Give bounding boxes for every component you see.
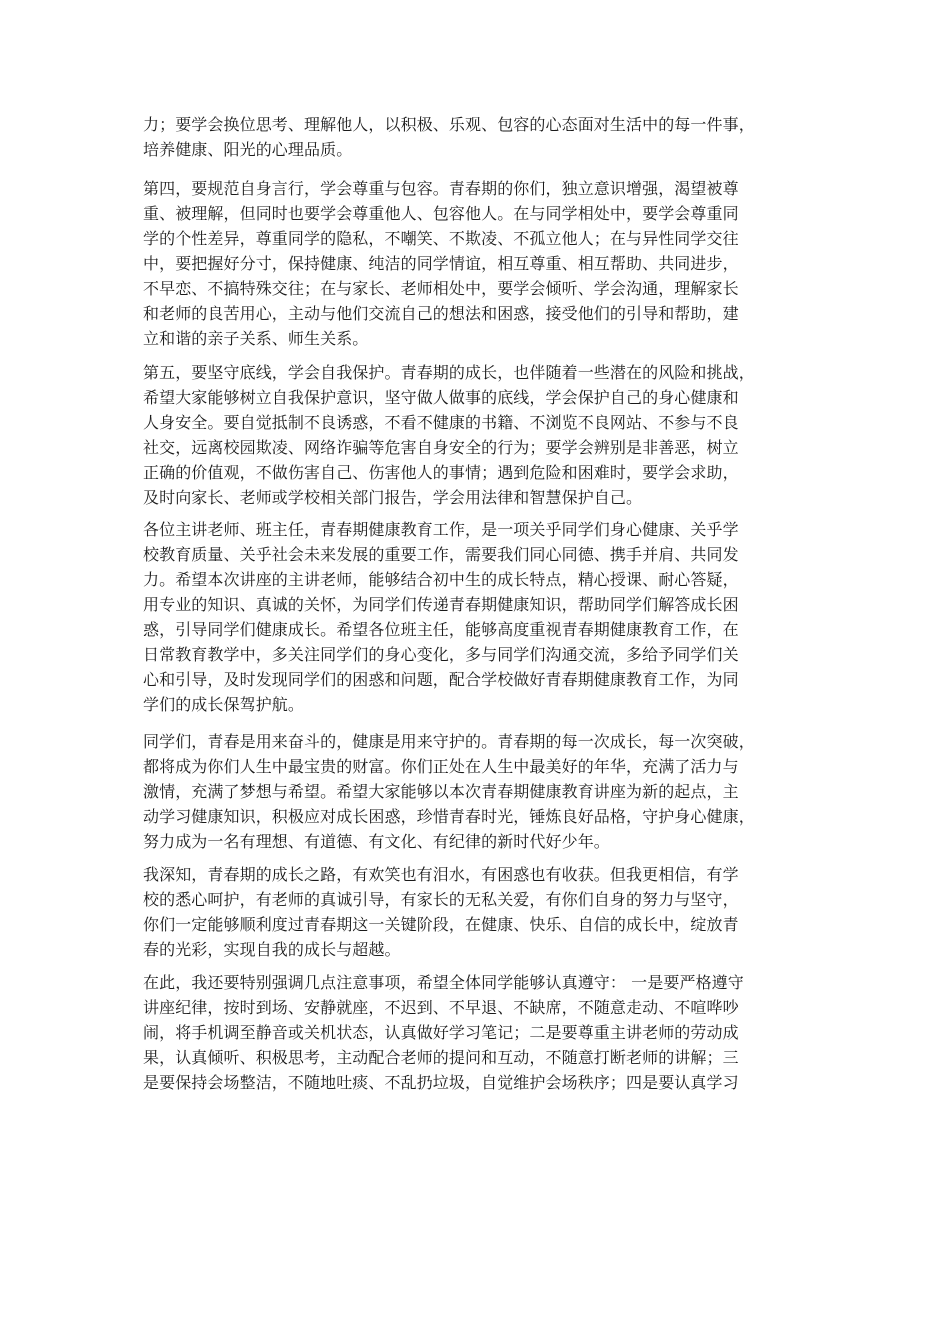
text-line: 我深知，青春期的成长之路，有欢笑也有泪水，有困惑也有收获。但我更相信，有学 bbox=[143, 865, 739, 884]
text-line: 第五，要坚守底线，学会自我保护。青春期的成长，也伴随着一些潜在的风险和挑战， bbox=[143, 363, 755, 382]
paragraph-6 bbox=[143, 862, 739, 962]
text-line: 是要保持会场整洁，不随地吐痰、不乱扔垃圾，自觉维护会场秩序；四是要认真学习 bbox=[143, 1073, 739, 1092]
text-line: 闹，将手机调至静音或关机状态，认真做好学习笔记；二是要尊重主讲老师的劳动成 bbox=[143, 1023, 739, 1042]
text-line: 努力成为一名有理想、有道德、有文化、有纪律的新时代好少年。 bbox=[143, 832, 610, 851]
text-line: 在此，我还要特别强调几点注意事项，希望全体同学能够认真遵守： 一是要严格遵守 bbox=[143, 973, 744, 992]
text-line: 同学们，青春是用来奋斗的，健康是用来守护的。青春期的每一次成长，每一次突破， bbox=[143, 732, 755, 751]
text-line: 希望大家能够树立自我保护意识，坚守做人做事的底线，学会保护自己的身心健康和 bbox=[143, 388, 739, 407]
text-line: 人身安全。要自觉抵制不良诱惑，不看不健康的书籍、不浏览不良网站、不参与不良 bbox=[143, 413, 739, 432]
text-line: 激情，充满了梦想与希望。希望大家能够以本次青春期健康教育讲座为新的起点，主 bbox=[143, 782, 739, 801]
text-line: 春的光彩，实现自我的成长与超越。 bbox=[143, 940, 401, 959]
text-line: 动学习健康知识，积极应对成长困惑，珍惜青春时光，锤炼良好品格，守护身心健康， bbox=[143, 807, 755, 826]
paragraph-2 bbox=[143, 176, 739, 351]
text-line: 日常教育教学中，多关注同学们的身心变化，多与同学们沟通交流，多给予同学们关 bbox=[143, 645, 739, 664]
text-line: 都将成为你们人生中最宝贵的财富。你们正处在人生中最美好的年华，充满了活力与 bbox=[143, 757, 739, 776]
text-line: 你们一定能够顺利度过青春期这一关键阶段，在健康、快乐、自信的成长中，绽放青 bbox=[143, 915, 739, 934]
paragraph-3 bbox=[143, 360, 755, 510]
text-line: 力。希望本次讲座的主讲老师，能够结合初中生的成长特点，精心授课、耐心答疑， bbox=[143, 570, 739, 589]
text-line: 学的个性差异，尊重同学的隐私，不嘲笑、不欺凌、不孤立他人；在与异性同学交往 bbox=[143, 229, 739, 248]
text-line: 正确的价值观，不做伤害自己、伤害他人的事情；遇到危险和困难时，要学会求助， bbox=[143, 463, 739, 482]
text-line: 用专业的知识、真诚的关怀，为同学们传递青春期健康知识，帮助同学们解答成长困 bbox=[143, 595, 739, 614]
text-line: 校的悉心呵护，有老师的真诚引导，有家长的无私关爱，有你们自身的努力与坚守， bbox=[143, 890, 739, 909]
text-line: 力；要学会换位思考、理解他人，以积极、乐观、包容的心态面对生活中的每一件事， bbox=[143, 115, 755, 134]
text-line: 社交，远离校园欺凌、网络诈骗等危害自身安全的行为；要学会辨别是非善恶，树立 bbox=[143, 438, 739, 457]
text-line: 学们的成长保驾护航。 bbox=[143, 695, 305, 714]
text-line: 立和谐的亲子关系、师生关系。 bbox=[143, 329, 369, 348]
text-line: 第四，要规范自身言行，学会尊重与包容。青春期的你们，独立意识增强，渴望被尊 bbox=[143, 179, 739, 198]
paragraph-1 bbox=[143, 112, 755, 162]
text-line: 及时向家长、老师或学校相关部门报告，学会用法律和智慧保护自己。 bbox=[143, 488, 643, 507]
text-line: 各位主讲老师、班主任，青春期健康教育工作，是一项关乎同学们身心健康、关乎学 bbox=[143, 520, 739, 539]
text-line: 和老师的良苦用心，主动与他们交流自己的想法和困惑，接受他们的引导和帮助，建 bbox=[143, 304, 739, 323]
text-line: 讲座纪律，按时到场、安静就座，不迟到、不早退、不缺席，不随意走动、不喧哗吵 bbox=[143, 998, 739, 1017]
text-line: 中，要把握好分寸，保持健康、纯洁的同学情谊，相互尊重、相互帮助、共同进步， bbox=[143, 254, 739, 273]
paragraph-5 bbox=[143, 729, 755, 854]
text-line: 培养健康、阳光的心理品质。 bbox=[143, 140, 353, 159]
paragraph-7 bbox=[143, 970, 744, 1095]
text-line: 果，认真倾听、积极思考，主动配合老师的提问和互动，不随意打断老师的讲解；三 bbox=[143, 1048, 739, 1067]
text-line: 重、被理解，但同时也要学会尊重他人、包容他人。在与同学相处中，要学会尊重同 bbox=[143, 204, 739, 223]
text-line: 校教育质量、关乎社会未来发展的重要工作，需要我们同心同德、携手并肩、共同发 bbox=[143, 545, 739, 564]
text-line: 不早恋、不搞特殊交往；在与家长、老师相处中，要学会倾听、学会沟通，理解家长 bbox=[143, 279, 739, 298]
text-line: 心和引导，及时发现同学们的困惑和问题，配合学校做好青春期健康教育工作，为同 bbox=[143, 670, 739, 689]
text-line: 惑，引导同学们健康成长。希望各位班主任，能够高度重视青春期健康教育工作，在 bbox=[143, 620, 739, 639]
paragraph-4 bbox=[143, 517, 739, 717]
